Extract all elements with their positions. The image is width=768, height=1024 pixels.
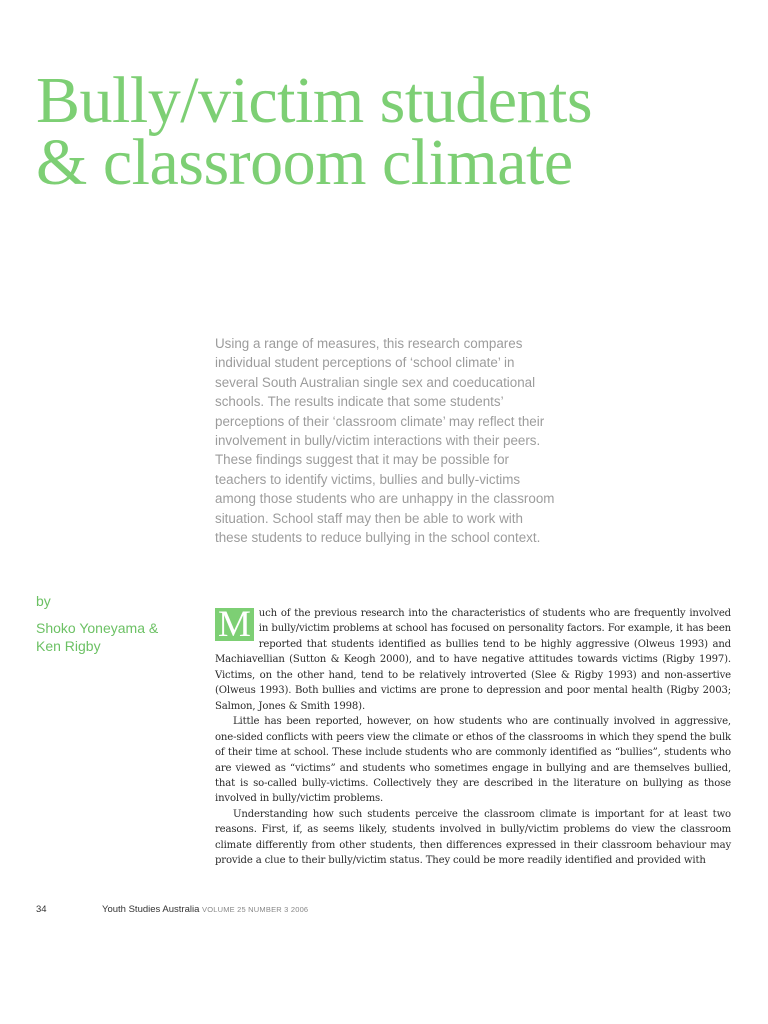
article-title-line-2: & classroom climate xyxy=(36,126,573,199)
article-title-line-1: Bully/victim students xyxy=(36,64,593,137)
article-body xyxy=(215,606,731,869)
body-paragraph-3: Understanding how such students perceive the classroom climate is important for at least two reasons. First, if, as seems likely, students involved in bully/victim problems do view the classroom climate differently from other students, then differences expressed in their classroom behaviour may provide a clue to their bully/victim status. They could be more readily identified and provided with xyxy=(215,808,731,867)
byline-authors: Shoko Yoneyama & Ken Rigby xyxy=(36,620,159,654)
article-abstract: Using a range of measures, this research compares individual student perceptions of ‘school climate’ in several South Australian single sex and coeducational schools. The results indicate that some students’ perceptions of their ‘classroom climate’ may reflect their involvement in bully/victim interactions with their peers. These findings suggest that it may be possible for teachers to identify victims, bullies and bully-victims among those students who are unhappy in the classroom situation. School staff may then be able to work with these students to reduce bullying in the school context. xyxy=(215,336,555,546)
journal-issue: VOLUME 25 NUMBER 3 2006 xyxy=(202,905,309,914)
drop-cap: M xyxy=(215,608,254,641)
body-paragraph-1-text: uch of the previous research into the characteristics of students who are frequently involved in bully/victim problems at school has focused on personality factors. For example, it has been reported that students identified as bullies tend to be highly aggressive (Olweus 1993) and Machiavellian (Sutton & Keogh 2000), and to have negative attitudes towards victims (Rigby 1997). Victims, on the other hand, tend to be relatively introverted (Slee & Rigby 1993) and non-assertive (Olweus 1993). Both bullies and victims are prone to depression and poor mental health (Rigby 2003; Salmon, Jones & Smith 1998). xyxy=(215,608,731,712)
article-title xyxy=(36,64,756,199)
page-number: 34 xyxy=(36,904,47,915)
journal-name: Youth Studies Australia xyxy=(102,904,200,915)
body-paragraph-2: Little has been reported, however, on how students who are continually involved in aggressive, one-sided conflicts with peers view the climate or ethos of the classrooms in which they spend the bulk of their time at school. These include students who are commonly identified as “bullies”, students who are viewed as “victims” and students who sometimes engage in bullying and are themselves bullied, that is so-called bully-victims. Collectively they are described in the literature on bullying as those involved in bully/victim problems. xyxy=(215,716,731,805)
author-byline xyxy=(36,592,186,655)
body-paragraph-1 xyxy=(215,606,731,714)
byline-by: by xyxy=(36,593,51,609)
journal-info xyxy=(102,904,308,915)
